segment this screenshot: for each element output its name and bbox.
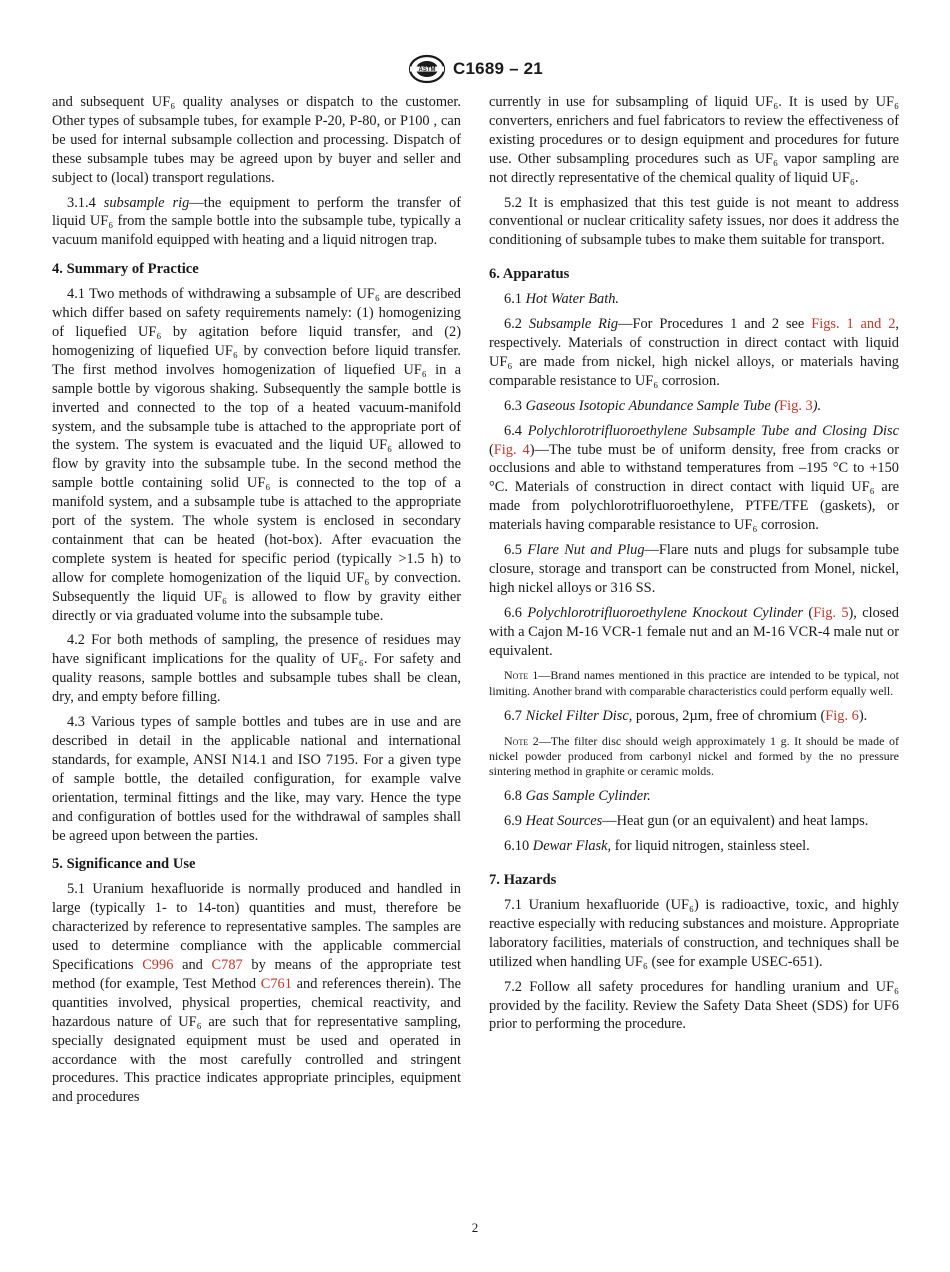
heading-significance-and-use: 5. Significance and Use xyxy=(52,856,196,873)
section-5-2: 5.2 It is emphasized that this test guide is not meant to address conventional or nuclear criticality safety issues, nor does it address the conditioning of subsample tubes to make them suitable for transport. xyxy=(489,194,899,249)
link-c787[interactable]: C787 xyxy=(211,956,243,973)
link-fig-4[interactable]: Fig. 4 xyxy=(493,441,530,458)
heading-summary-of-practice: 4. Summary of Practice xyxy=(52,261,199,278)
note-1: Note 1—Brand names mentioned in this practice are intended to be typical, not limiting. Another brand with comparable characteristics could perform equally well. xyxy=(489,668,899,698)
link-figs-1-2[interactable]: Figs. 1 and 2 xyxy=(811,316,896,333)
section-4-3: 4.3 Various types of sample bottles and tubes are in use and are described in detail in the applicable national and international standards, for example, ANSI N14.1 and ISO 7195. For a given type of sample bottle, the detailed configuration, for example valve orientation, terminal fittings and the like, may vary. Hence the type and configuration of bottles used for the withdrawal of samples shall be agreed upon between the parties. xyxy=(52,714,461,844)
svg-text:ASTM: ASTM xyxy=(418,67,436,73)
section-6-9: 6.9 Heat Sources—Heat gun (or an equivalent) and heat lamps. xyxy=(504,813,869,830)
section-7-2: 7.2 Follow all safety procedures for handling uranium and UF₆ provided by the facility. Review the Safety Data Sheet (SDS) for UF6 prior to performing the procedure. xyxy=(489,978,899,1033)
link-c761[interactable]: C761 xyxy=(260,975,292,992)
document-designation: C1689 – 21 xyxy=(453,59,543,78)
section-6-2: 6.2 Subsample Rig—For Procedures 1 and 2 see Figs. 1 and 2, respectively. Materials of construction in direct contact with liquid UF₆ are made from nickel, high nickel alloys, or materials having comparable resistance to UF₆ corrosion. xyxy=(489,316,899,389)
note-2: Note 2—The filter disc should weigh approximately 1 g. It should be made of nickel powder produced from carbonyl nickel and formed by the no pressure sintering method in graphite or ceramic molds. xyxy=(489,733,900,779)
section-4-2: 4.2 For both methods of sampling, the presence of residues may have significant implications for the quality of UF₆. For safety and quality reasons, sample bottles and subsample tubes shall be clean, dry, and empty before filling. xyxy=(52,632,461,706)
page-header xyxy=(0,52,950,86)
section-6-7: 6.7 Nickel Filter Disc, porous, 2µm, free of chromium (Fig. 6). xyxy=(504,707,868,724)
heading-apparatus: 6. Apparatus xyxy=(489,266,570,283)
right-column xyxy=(489,93,899,1040)
section-5-1: 5.1 Uranium hexafluoride is normally produced and handled in large (typically 1- to 14-ton) quantities and must, therefore be characterized by reference to representative samples. The samples are used to determine compliance with the applicable commercial Specifications C996 and C787 by means of the appropriate test method (for example, Test Method C761 and references therein). The quantities involved, physical properties, chemical reactivity, and hazardous nature of UF₆ are such that for representative sampling, specially designated equipment must be used and operated in accordance with the most carefully controlled and stringent procedures. This practice indicates appropriate principles, equipment and procedures xyxy=(52,881,461,1106)
section-6-8: 6.8 Gas Sample Cylinder. xyxy=(504,788,651,805)
link-fig-6[interactable]: Fig. 6 xyxy=(825,707,859,724)
paragraph-continued-right: currently in use for subsampling of liquid UF₆. It is used by UF₆ converters, enrichers and fuel fabricators to review the effectiveness of existing procedures or to design equipment and procedures for future use. Other subsampling procedures such as UF₆ vapor sampling are not directly representative of the chemical quality of liquid UF₆. xyxy=(489,94,899,186)
paragraph-continued: and subsequent UF₆ quality analyses or dispatch to the customer. Other types of subsample tubes, for example P-20, P-80, or P100 , can be used for internal subsample collection and processing. Dispatch of these subsample tubes may be agreed upon by buyer and seller and subject to (local) transport regulations. xyxy=(52,94,461,186)
section-6-4: 6.4 Polychlorotrifluoroethylene Subsample Tube and Closing Disc (Fig. 4)—The tube must be of uniform density, free from cracks or occlusions and able to withstand temperatures from –195 °C to +150 °C. Materials of construction in direct contact with liquid UF₆ are made from polychlorotrifluoroethylene, PTFE/TFE (gaskets), or materials having comparable resistance to UF₆ corrosion. xyxy=(489,422,900,534)
section-3-1-4: 3.1.4 subsample rig—the equipment to perform the transfer of liquid UF₆ from the sample bottle into the subsample tube, typically a vacuum manifold equipped with heating and a liquid nitrogen trap. xyxy=(52,194,461,249)
section-6-3: 6.3 Gaseous Isotopic Abundance Sample Tube (Fig. 3). xyxy=(504,397,822,414)
astm-logo-icon xyxy=(407,54,447,84)
heading-hazards: 7. Hazards xyxy=(489,872,557,889)
section-6-1: 6.1 Hot Water Bath. xyxy=(504,291,620,308)
link-c996[interactable]: C996 xyxy=(142,956,174,973)
left-column xyxy=(52,93,461,1113)
page-number: 2 xyxy=(471,1220,479,1235)
section-6-10: 6.10 Dewar Flask, for liquid nitrogen, stainless steel. xyxy=(504,838,810,855)
link-fig-5[interactable]: Fig. 5 xyxy=(813,604,849,621)
link-fig-3[interactable]: Fig. 3 xyxy=(779,397,813,414)
section-6-5: 6.5 Flare Nut and Plug—Flare nuts and plugs for subsample tube closure, storage and transport can be constructed from Monel, nickel, high nickel alloys or 316 SS. xyxy=(489,542,899,596)
section-6-6: 6.6 Polychlorotrifluoroethylene Knockout Cylinder (Fig. 5), closed with a Cajon M-16 VCR-1 female nut and an M-16 VCR-4 male nut or equivalent. xyxy=(489,604,899,659)
section-7-1: 7.1 Uranium hexafluoride (UF₆) is radioactive, toxic, and highly reactive especially with reducing substances and moisture. Appropriate laboratory facilities, materials of construction, and techniques shall be utilized when handling UF₆ (see for example USEC-651). xyxy=(489,897,899,970)
section-4-1: 4.1 Two methods of withdrawing a subsample of UF₆ are described which differ based on safety requirements namely: (1) homogenizing of liquefied UF₆ by agitation before liquid transfer, and (2) homogenizing of liquefied UF₆ by convection before liquid transfer. The first method involves homogenization of liquefied UF₆ in a sample bottle by vigorous shaking. Subsequently the sample bottle is inverted and connected to the top of a heated vacuum-manifold system, and the subsample tube is attached to the appropriate port of the system. The system is evacuated and the liquid UF₆ allowed to flow by gravity into the subsample tube. In the second method the sample bottle containing solid UF₆ is connected to the top of a manifold system, and a subsample tube is attached to the appropriate port of the system. The whole system is enclosed in secondary containment that can be heated (hot-box). After evacuation the complete system is heated for specific period (typically >1.5 h) to allow for complete homogenization of the liquid UF₆ by convection. Subsequently the liquid UF₆ is allowed to flow by gravity either directly or via graduated volume into the subsample tube. xyxy=(52,286,461,624)
